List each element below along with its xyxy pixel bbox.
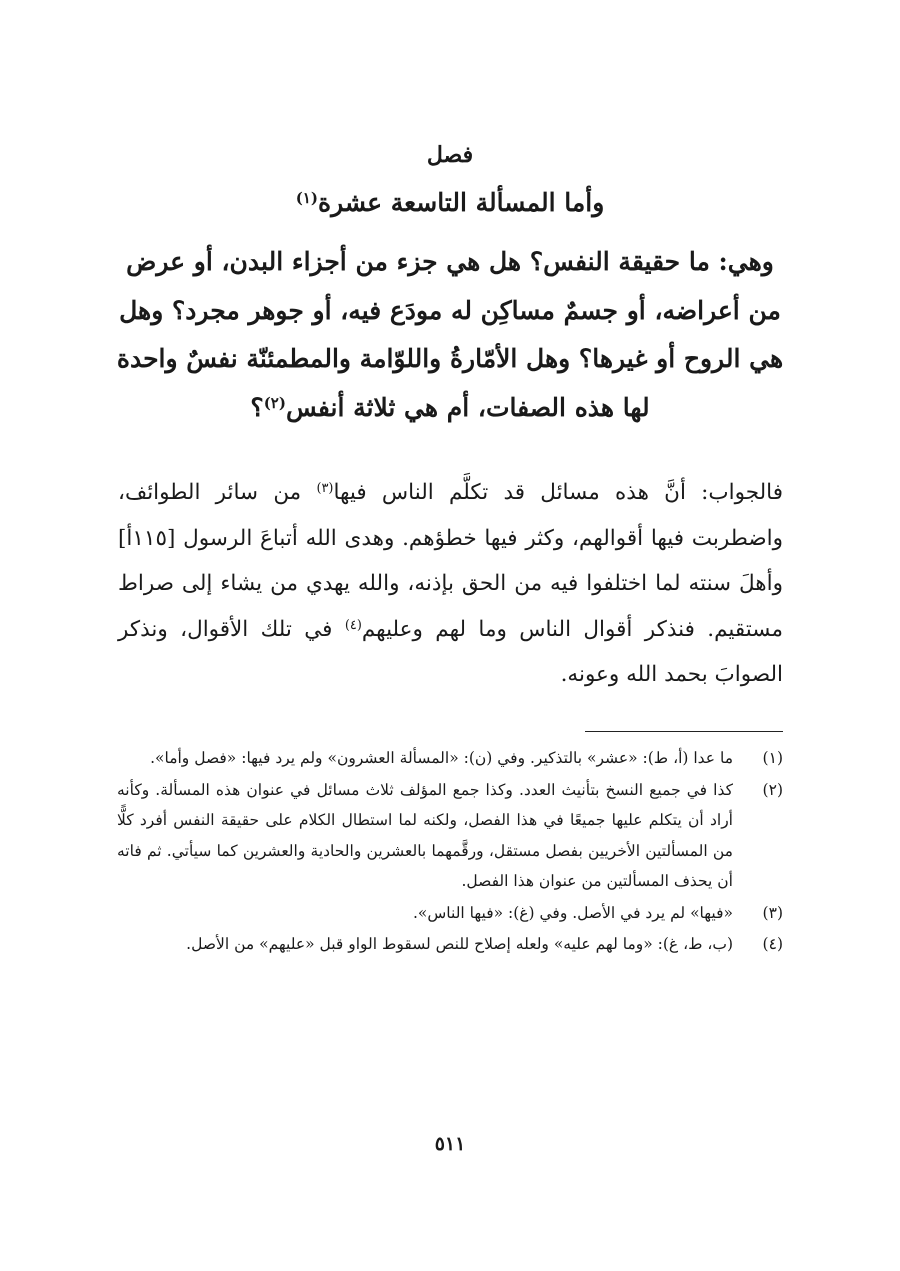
- section-heading: فصل: [426, 142, 474, 168]
- question-title: [0, 180, 900, 226]
- footnote-number: (٢): [762, 780, 783, 799]
- footnote-text: كذا في جميع النسخ بتأنيث العدد. وكذا جمع المؤلف ثلاث مسائل في عنوان هذه المسألة. وكأنه أراد أن يتكلم عليها جميعًا في هذا الفصل، ولكنه لما استطال الكلام على حقيقة النفس أفرد كلًّا من المسألتين الأخريين بفصل مستقل، ورقَّمهما بالعشرين والحادية والعشرين كما سيأتي. ثم فاته أن يحذف المسألتين من عنوان هذا الفصل.: [117, 780, 733, 890]
- footnote-item: [117, 898, 783, 929]
- question-paragraph: [110, 238, 790, 432]
- question-text: وهي: ما حقيقة النفس؟ هل هي جزء من أجزاء البدن، أو عرض من أعراضه، أو جسمٌ مساكِن له مودَع فيه، أو جوهر مجرد؟ وهل هي الروح أو غيرها؟ وهل الأمّارةُ واللوّامة والمطمئنّة نفسٌ واحدة لها هذه الصفات، أم هي ثلاثة أنفس: [116, 247, 784, 422]
- answer-text-part-2: من سائر الطوائف، واضطربت فيها أقوالهم، وكثر فيها خطؤهم. وهدى الله أتباعَ الرسول [١١٥أ] وأهلَ سنته لما اختلفوا فيه من الحق بإذنه، والله يهدي من يشاء إلى صراط مستقيم. فنذكر أقوال الناس وما لهم وعليهم: [118, 480, 783, 642]
- footnote-text: (ب، ط، غ): «وما لهم عليه» ولعله إصلاح للنص لسقوط الواو قبل «عليهم» من الأصل.: [186, 935, 733, 953]
- footnote-item: [117, 743, 783, 774]
- footnote-separator: [585, 731, 783, 732]
- question-title-text: وأما المسألة التاسعة عشرة: [317, 188, 605, 217]
- answer-text-part-3: في تلك الأقوال، ونذكر الصوابَ بحمد الله وعونه.: [118, 616, 783, 687]
- footnote-number: (٣): [762, 903, 783, 922]
- footnotes: [117, 743, 783, 961]
- question-mark: ؟: [250, 392, 264, 422]
- footnote-text: ما عدا (أ، ط): «عشر» بالتذكير. وفي (ن): «المسألة العشرون» ولم يرد فيها: «فصل وأما».: [150, 749, 733, 767]
- page-number: ٥١١: [434, 1133, 466, 1155]
- footnote-ref-2: (٢): [263, 393, 286, 412]
- footnote-item: [117, 929, 783, 960]
- answer-paragraph: [118, 470, 783, 698]
- footnote-number: (١): [762, 749, 783, 767]
- footnote-ref-4: (٤): [344, 617, 362, 633]
- footnote-item: [117, 775, 783, 897]
- footnote-ref-3: (٣): [316, 480, 334, 496]
- footnote-text: «فيها» لم يرد في الأصل. وفي (غ): «فيها الناس».: [412, 903, 733, 922]
- answer-text-part-1: فالجواب: أنَّ هذه مسائل قد تكلَّم الناس فيها: [333, 480, 783, 505]
- footnote-number: (٤): [762, 935, 783, 953]
- footnote-ref-1: (١): [295, 188, 318, 207]
